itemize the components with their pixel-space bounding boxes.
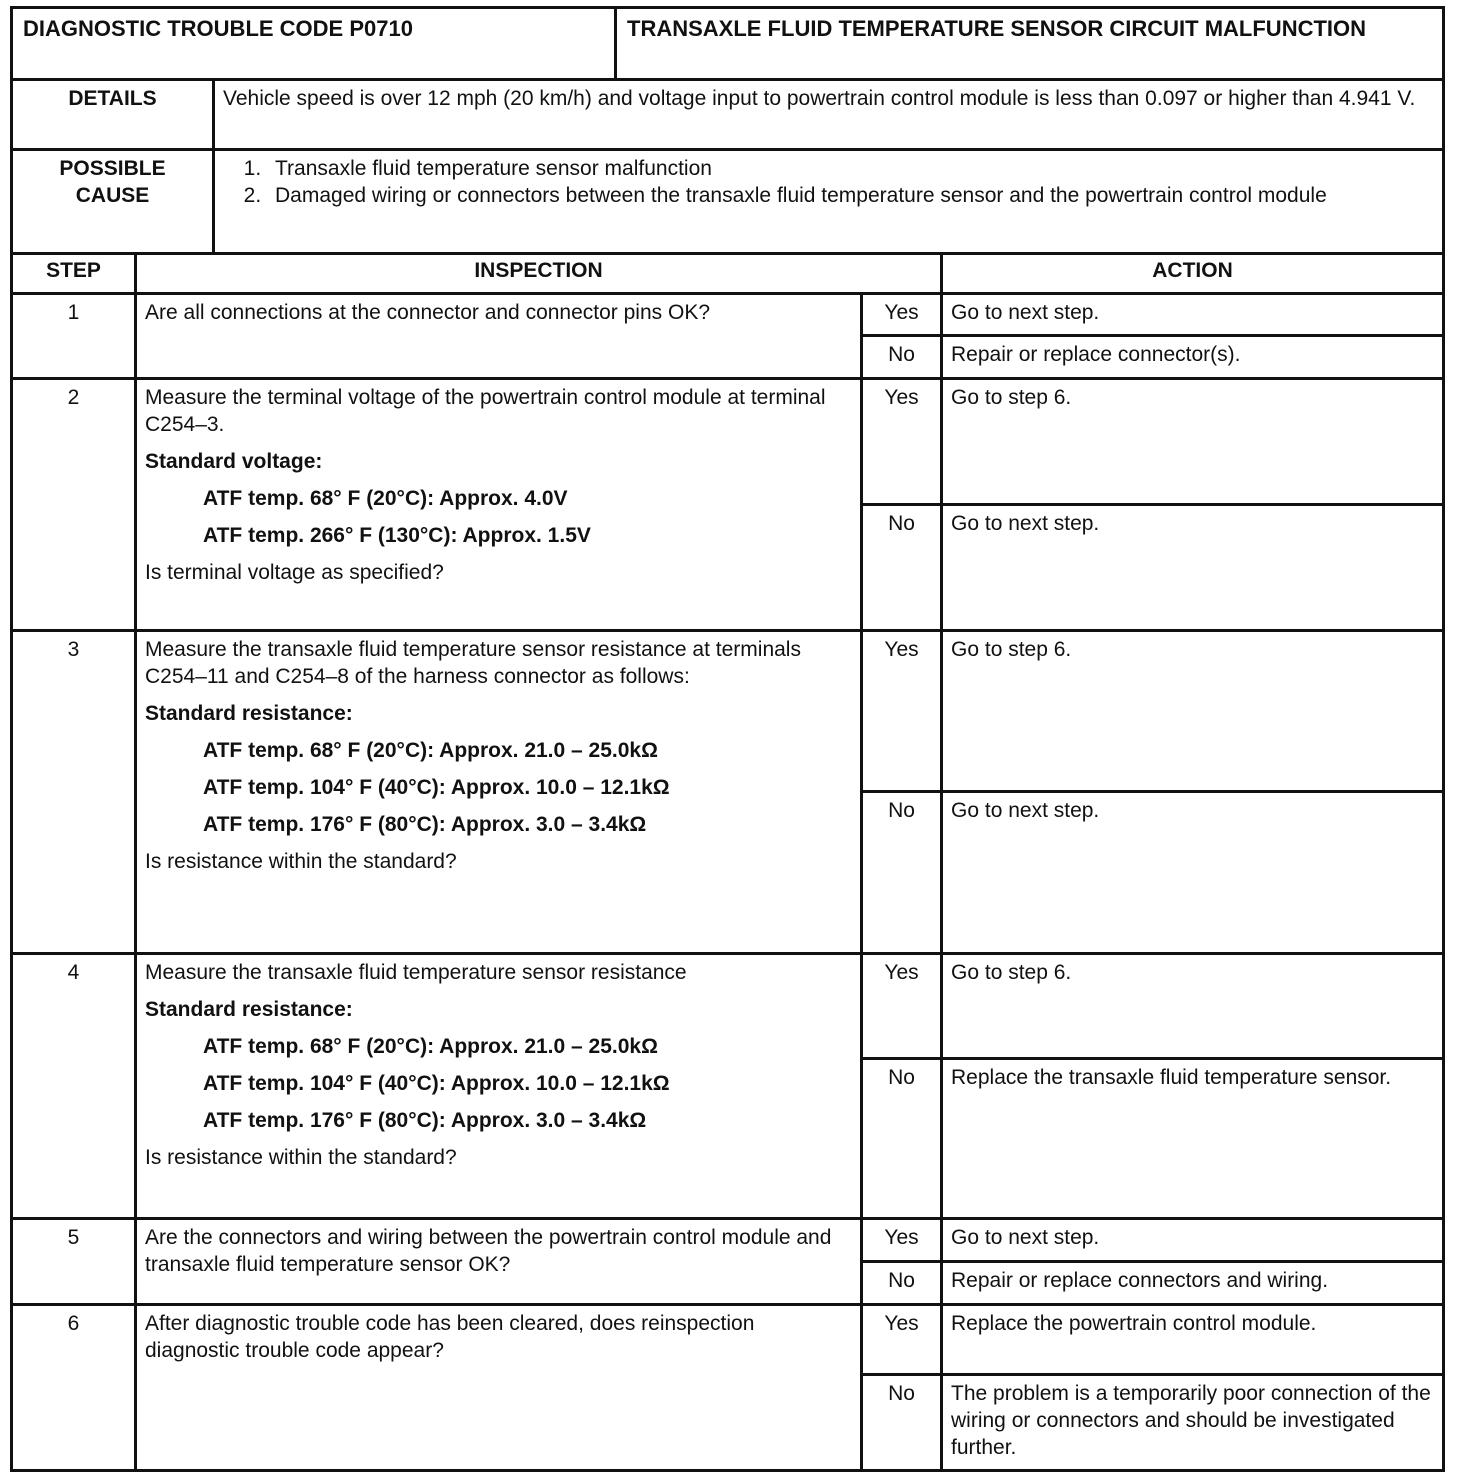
spec-line: ATF temp. 68° F (20°C): Approx. 21.0 – 25.0kΩ [203, 739, 658, 762]
table-row [12, 379, 1444, 505]
inspection-text: Measure the transaxle fluid temperature sensor resistance [145, 961, 687, 984]
no-action: Go to next step. [942, 505, 1444, 631]
no-answer: No [862, 792, 942, 954]
table-row [12, 294, 1444, 336]
cause-item: 1. Transaxle fluid temperature sensor malfunction [267, 155, 1434, 182]
table-row [12, 1305, 1444, 1375]
inspection-text: Are the connectors and wiring between the powertrain control module and transaxle fluid temperature sensor OK? [145, 1226, 832, 1276]
spec-line: ATF temp. 176° F (80°C): Approx. 3.0 – 3.4kΩ [203, 1109, 647, 1132]
yes-action: Go to step 6. [942, 631, 1444, 792]
yes-action: Go to step 6. [942, 954, 1444, 1059]
no-answer: No [862, 1375, 942, 1471]
inspection-text: After diagnostic trouble code has been cleared, does reinspection diagnostic trouble code appear? [145, 1312, 755, 1362]
step-number: 1 [12, 294, 136, 379]
yes-answer: Yes [862, 631, 942, 792]
step-number: 4 [12, 954, 136, 1219]
no-action: Replace the transaxle fluid temperature sensor. [942, 1059, 1444, 1219]
header-table [10, 6, 1445, 81]
yes-action: Replace the powertrain control module. [942, 1305, 1444, 1375]
spec-line: ATF temp. 104° F (40°C): Approx. 10.0 – 12.1kΩ [203, 1072, 670, 1095]
inspection-column-header: INSPECTION [136, 254, 942, 294]
inspection-question: Is resistance within the standard? [145, 1146, 457, 1169]
yes-answer: Yes [862, 379, 942, 505]
inspection-question: Is resistance within the standard? [145, 850, 457, 873]
inspection-text: Measure the terminal voltage of the powertrain control module at terminal C254–3. [145, 386, 826, 436]
no-action: The problem is a temporarily poor connection of the wiring or connectors and should be investigated further. [942, 1375, 1444, 1471]
steps-table [10, 252, 1445, 1472]
step-inspection [136, 1305, 862, 1471]
action-column-header: ACTION [942, 254, 1444, 294]
step-number: 5 [12, 1219, 136, 1305]
spec-line: ATF temp. 266° F (130°C): Approx. 1.5V [203, 524, 591, 547]
no-answer: No [862, 505, 942, 631]
yes-action: Go to next step. [942, 294, 1444, 336]
standard-label: Standard voltage: [145, 450, 323, 473]
step-inspection [136, 631, 862, 954]
table-row [12, 954, 1444, 1059]
yes-answer: Yes [862, 954, 942, 1059]
no-action: Go to next step. [942, 792, 1444, 954]
details-table [10, 78, 1445, 255]
step-inspection [136, 379, 862, 631]
yes-answer: Yes [862, 1219, 942, 1262]
spec-line: ATF temp. 176° F (80°C): Approx. 3.0 – 3.4kΩ [203, 813, 647, 836]
no-answer: No [862, 1059, 942, 1219]
standard-label: Standard resistance: [145, 998, 353, 1021]
step-number: 6 [12, 1305, 136, 1471]
details-text: Vehicle speed is over 12 mph (20 km/h) and voltage input to powertrain control module is less than 0.097 or higher than 4.941 V. [214, 80, 1444, 150]
standard-label: Standard resistance: [145, 702, 353, 725]
no-answer: No [862, 1262, 942, 1305]
step-number: 3 [12, 631, 136, 954]
yes-answer: Yes [862, 1305, 942, 1375]
spec-line: ATF temp. 68° F (20°C): Approx. 4.0V [203, 487, 568, 510]
cause-item: 2. Damaged wiring or connectors between the transaxle fluid temperature sensor and the powertrain control module [267, 182, 1434, 209]
no-action: Repair or replace connector(s). [942, 336, 1444, 379]
step-number: 2 [12, 379, 136, 631]
table-row [12, 1219, 1444, 1262]
trouble-code: DIAGNOSTIC TROUBLE CODE P0710 [12, 8, 616, 80]
diagnostic-document [10, 6, 1442, 1472]
step-inspection [136, 294, 862, 379]
details-label: DETAILS [12, 80, 214, 150]
inspection-text: Are all connections at the connector and connector pins OK? [145, 301, 711, 324]
spec-line: ATF temp. 68° F (20°C): Approx. 21.0 – 25.0kΩ [203, 1035, 658, 1058]
step-column-header: STEP [12, 254, 136, 294]
yes-answer: Yes [862, 294, 942, 336]
yes-action: Go to step 6. [942, 379, 1444, 505]
possible-cause-list [214, 150, 1444, 254]
possible-cause-label: POSSIBLE CAUSE [12, 150, 214, 254]
trouble-title: TRANSAXLE FLUID TEMPERATURE SENSOR CIRCUIT MALFUNCTION [616, 8, 1444, 80]
step-inspection [136, 1219, 862, 1305]
step-inspection [136, 954, 862, 1219]
table-row [12, 631, 1444, 792]
no-answer: No [862, 336, 942, 379]
yes-action: Go to next step. [942, 1219, 1444, 1262]
inspection-question: Is terminal voltage as specified? [145, 561, 444, 584]
spec-line: ATF temp. 104° F (40°C): Approx. 10.0 – 12.1kΩ [203, 776, 670, 799]
no-action: Repair or replace connectors and wiring. [942, 1262, 1444, 1305]
inspection-text: Measure the transaxle fluid temperature sensor resistance at terminals C254–11 and C254–8 of the harness connector as follows: [145, 638, 801, 688]
